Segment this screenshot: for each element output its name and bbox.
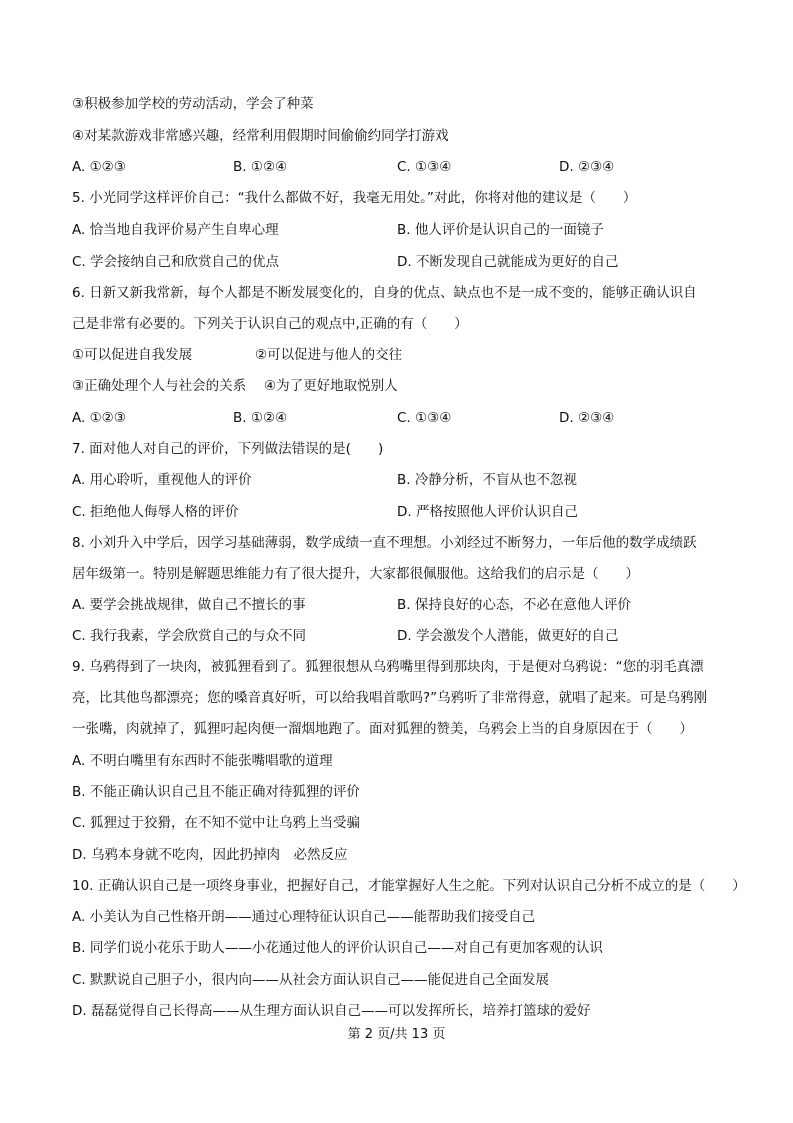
q10-option-d: D. 磊磊觉得自己长得高——从生理方面认识自己——可以发挥所长，培养打篮球的爱好 — [72, 1003, 591, 1019]
q9-option-d: D. 乌鸦本身就不吃肉，因此扔掉肉 必然反应 — [72, 847, 348, 863]
q8-stem-line-2: 居年级第一。特别是解题思维能力有了很大提升，大家都很佩服他。这给我们的启示是（ ） — [72, 566, 639, 582]
q9-stem-line-2: 亮，比其他鸟都漂亮；您的嗓音真好听，可以给我唱首歌吗?”乌鸦听了非常得意，就唱了起来。可是乌鸦刚 — [72, 690, 708, 706]
q5-option-b: B. 他人评价是认识自己的一面镜子 — [397, 222, 604, 238]
q4-option-c: C. ①③④ — [397, 159, 452, 175]
page-number-footer: 第 2 页/共 13 页 — [347, 1027, 446, 1042]
q5-option-a: A. 恰当地自我评价易产生自卑心理 — [72, 222, 279, 238]
q10-option-a: A. 小美认为自己性格开朗——通过心理特征认识自己——能帮助我们接受自己 — [72, 909, 536, 925]
q7-option-c: C. 拒绝他人侮辱人格的评价 — [72, 504, 239, 520]
q7-option-b: B. 冷静分析，不盲从也不忽视 — [397, 472, 577, 488]
q6-option-c: C. ①③④ — [397, 410, 452, 426]
q6-option-a: A. ①②③ — [72, 410, 126, 426]
q10-stem: 10. 正确认识自己是一项终身事业，把握好自己，才能掌握好人生之舵。下列对认识自己分析不成立的是（ ） — [72, 878, 746, 894]
q8-option-c: C. 我行我素，学会欣赏自己的与众不同 — [72, 628, 307, 644]
q7-option-d: D. 严格按照他人评价认识自己 — [397, 504, 578, 520]
q6-item-4: ④为了更好地取悦别人 — [264, 378, 398, 394]
q6-item-2: ②可以促进与他人的交往 — [255, 347, 403, 363]
q5-option-d: D. 不断发现自己就能成为更好的自己 — [397, 254, 619, 270]
q6-stem-line-1: 6. 日新又新我常新，每个人都是不断发展变化的，自身的优点、缺点也不是一成不变的，能够正确认识自 — [72, 285, 697, 301]
q9-stem-line-1: 9. 乌鸦得到了一块肉，被狐狸看到了。狐狸很想从乌鸦嘴里得到那块肉，于是便对乌鸦说：“您的羽毛真漂 — [72, 659, 704, 675]
q7-option-a: A. 用心聆听，重视他人的评价 — [72, 472, 252, 488]
q6-stem-line-2: 己是非常有必要的。下列关于认识自己的观点中,正确的有（ ） — [72, 316, 468, 332]
q5-stem: 5. 小光同学这样评价自己：“我什么都做不好，我毫无用处。”对此，你将对他的建议是（ ） — [72, 190, 637, 206]
q4-item-4: ④对某款游戏非常感兴趣，经常利用假期时间偷偷约同学打游戏 — [72, 128, 449, 144]
q7-stem: 7. 面对他人对自己的评价，下列做法错误的是( ) — [72, 441, 384, 457]
q4-option-a: A. ①②③ — [72, 159, 126, 175]
q6-option-b: B. ①②④ — [233, 410, 288, 426]
q8-option-b: B. 保持良好的心态，不必在意他人评价 — [397, 597, 631, 613]
q5-option-c: C. 学会接纳自己和欣赏自己的优点 — [72, 254, 280, 270]
q9-option-b: B. 不能正确认识自己且不能正确对待狐狸的评价 — [72, 784, 360, 800]
q4-item-3: ③积极参加学校的劳动活动，学会了种菜 — [72, 96, 314, 112]
q9-option-a: A. 不明白嘴里有东西时不能张嘴唱歌的道理 — [72, 753, 333, 769]
q8-stem-line-1: 8. 小刘升入中学后，因学习基础薄弱，数学成绩一直不理想。小刘经过不断努力，一年后他的数学成绩跃 — [72, 535, 697, 551]
q8-option-a: A. 要学会挑战规律，做自己不擅长的事 — [72, 597, 306, 613]
q4-option-d: D. ②③④ — [559, 159, 615, 175]
q10-option-c: C. 默默说自己胆子小，很内向——从社会方面认识自己——能促进自己全面发展 — [72, 972, 550, 988]
q6-item-1: ①可以促进自我发展 — [72, 347, 193, 363]
q9-option-c: C. 狐狸过于狡猾，在不知不觉中让乌鸦上当受骗 — [72, 815, 361, 831]
q6-option-d: D. ②③④ — [559, 410, 615, 426]
q9-stem-line-3: 一张嘴，肉就掉了，狐狸叼起肉便一溜烟地跑了。面对狐狸的赞美，乌鸦会上当的自身原因在于（ ） — [72, 721, 693, 737]
q8-option-d: D. 学会激发个人潜能，做更好的自己 — [397, 628, 619, 644]
q6-item-3: ③正确处理个人与社会的关系 — [72, 378, 247, 394]
q10-option-b: B. 同学们说小花乐于助人——小花通过他人的评价认识自己——对自己有更加客观的认识 — [72, 940, 603, 956]
q4-option-b: B. ①②④ — [233, 159, 288, 175]
